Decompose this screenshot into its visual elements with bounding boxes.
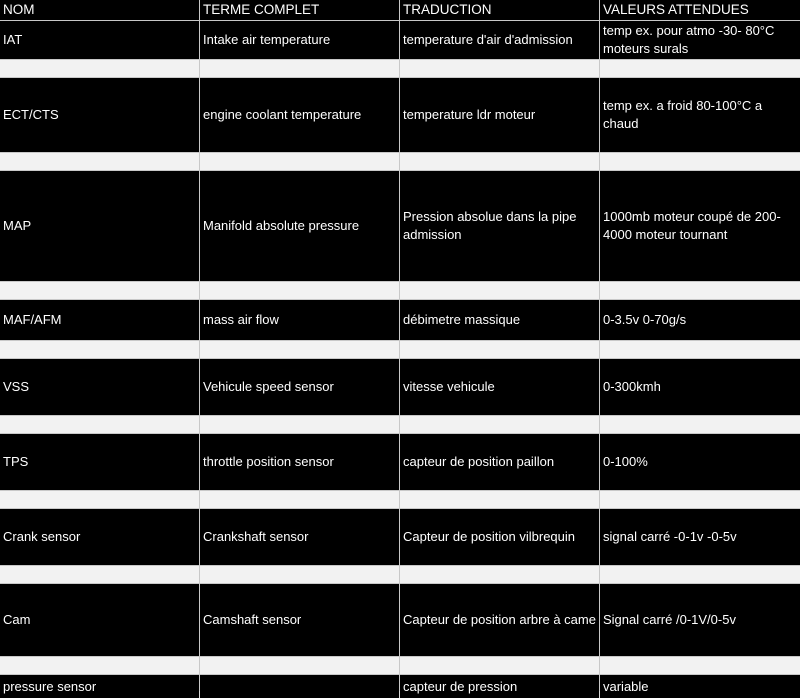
spacer-cell [400, 60, 599, 77]
table-cell-traduction: débimetre massique [400, 300, 599, 340]
table-cell-valeurs: signal carré -0-1v -0-5v [600, 509, 800, 565]
spacer-cell [600, 416, 800, 433]
table-cell-terme: Intake air temperature [200, 21, 399, 59]
table-cell-terme: Camshaft sensor [200, 584, 399, 656]
table-cell-valeurs: 0-100% [600, 434, 800, 490]
table-cell-valeurs: variable [600, 675, 800, 698]
table-cell-traduction: Capteur de position arbre à came [400, 584, 599, 656]
table-cell-traduction: Capteur de position vilbrequin [400, 509, 599, 565]
spacer-cell [200, 491, 399, 508]
spacer-cell [600, 341, 800, 358]
table-cell-terme: Vehicule speed sensor [200, 359, 399, 415]
table-cell-nom: TPS [0, 434, 199, 490]
table-cell-nom: IAT [0, 21, 199, 59]
spacer-cell [400, 153, 599, 170]
table-cell-nom: MAP [0, 171, 199, 281]
table-cell-valeurs: 0-300kmh [600, 359, 800, 415]
spacer-cell [0, 282, 199, 299]
spacer-cell [0, 341, 199, 358]
table-cell-nom: VSS [0, 359, 199, 415]
table-cell-nom: Crank sensor [0, 509, 199, 565]
spacer-cell [200, 657, 399, 674]
spacer-cell [200, 566, 399, 583]
table-cell-terme: engine coolant temperature [200, 78, 399, 152]
table-cell-traduction: vitesse vehicule [400, 359, 599, 415]
spacer-cell [0, 566, 199, 583]
table-cell-valeurs: Signal carré /0-1V/0-5v [600, 584, 800, 656]
table-cell-valeurs: 1000mb moteur coupé de 200-4000 moteur tournant [600, 171, 800, 281]
table-cell-valeurs: temp ex. pour atmo -30- 80°C moteurs surals [600, 21, 800, 59]
table-cell-valeurs: 0-3.5v 0-70g/s [600, 300, 800, 340]
spacer-cell [600, 566, 800, 583]
table-cell-traduction: temperature ldr moteur [400, 78, 599, 152]
spacer-cell [400, 566, 599, 583]
table-cell-valeurs: temp ex. a froid 80-100°C a chaud [600, 78, 800, 152]
spacer-cell [0, 416, 199, 433]
spacer-cell [400, 416, 599, 433]
header-traduction: TRADUCTION [400, 0, 599, 20]
spacer-cell [600, 491, 800, 508]
spacer-cell [600, 153, 800, 170]
spacer-cell [400, 657, 599, 674]
spacer-cell [0, 153, 199, 170]
table-cell-terme [200, 675, 399, 698]
table-cell-nom: ECT/CTS [0, 78, 199, 152]
spacer-cell [200, 341, 399, 358]
spacer-cell [400, 341, 599, 358]
table-cell-nom: pressure sensor [0, 675, 199, 698]
table-cell-terme: throttle position sensor [200, 434, 399, 490]
spacer-cell [0, 491, 199, 508]
table-cell-traduction: temperature d'air d'admission [400, 21, 599, 59]
spacer-cell [200, 416, 399, 433]
spacer-cell [400, 491, 599, 508]
table-cell-nom: MAF/AFM [0, 300, 199, 340]
spacer-cell [200, 60, 399, 77]
table-cell-traduction: Pression absolue dans la pipe admission [400, 171, 599, 281]
spacer-cell [0, 657, 199, 674]
header-nom: NOM [0, 0, 199, 20]
table-cell-terme: mass air flow [200, 300, 399, 340]
spacer-cell [600, 60, 800, 77]
spacer-cell [600, 282, 800, 299]
spacer-cell [200, 282, 399, 299]
header-terme-complet: TERME COMPLET [200, 0, 399, 20]
table-cell-terme: Crankshaft sensor [200, 509, 399, 565]
header-valeurs-attendues: VALEURS ATTENDUES [600, 0, 800, 20]
spacer-cell [200, 153, 399, 170]
table-cell-traduction: capteur de position paillon [400, 434, 599, 490]
spacer-cell [400, 282, 599, 299]
spacer-cell [0, 60, 199, 77]
table-cell-terme: Manifold absolute pressure [200, 171, 399, 281]
spacer-cell [600, 657, 800, 674]
table-cell-traduction: capteur de pression [400, 675, 599, 698]
table-cell-nom: Cam [0, 584, 199, 656]
